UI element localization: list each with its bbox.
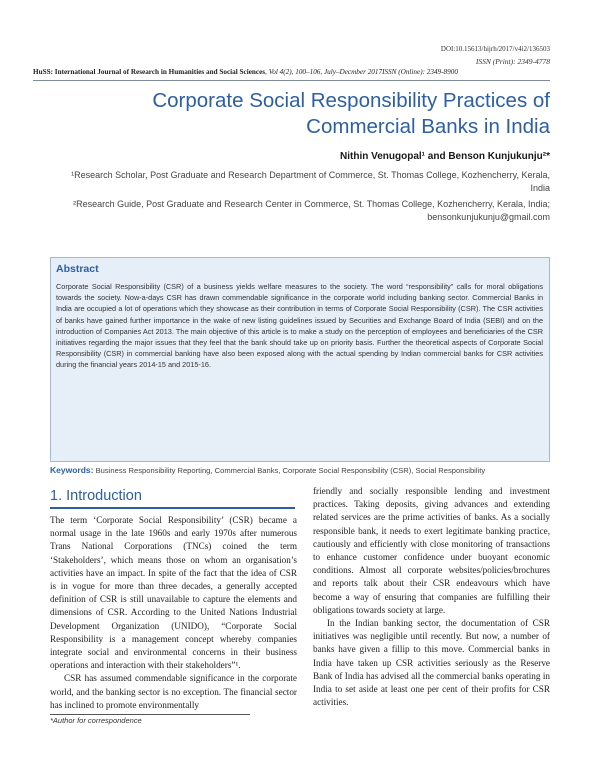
journal-details: Vol 4(2), 100–106, July–Decmber 2017ISSN (Online): 2349-8900 xyxy=(268,68,458,76)
journal-name: HuSS: International Journal of Research in Humanities and Social Sciences xyxy=(33,68,266,76)
journal-separator: , xyxy=(265,68,267,76)
footnote-author-correspondence: *Author for correspondence xyxy=(50,716,142,725)
body-paragraph: The term ‘Corporate Social Responsibility’ (CSR) became a normal usage in the late 1960s and early 1970s after numerous Trans National Corporations (TNCs) coined the term ‘Stakeholders’, which means those on whom an organisation’s activities have an impact. In spite of the fact that the idea of CSR is in vogue for more than three decades, a generally accepted definition of CSR is still unavailable to capture the elements and dimensions of CSR. According to the United Nations Industrial Development Organization (UNIDO), “Corporate Social Responsibility is a management concept whereby companies integrate social and environmental concerns in their business operations and interaction with their stakeholders”¹. xyxy=(50,515,297,671)
header-divider xyxy=(33,80,550,81)
article-title: Corporate Social Responsibility Practices of Commercial Banks in India xyxy=(152,89,550,138)
footnote-divider xyxy=(50,714,250,715)
body-right-column xyxy=(313,485,550,709)
section-title-underline xyxy=(50,507,295,509)
body-paragraph: In the Indian banking sector, the documentation of CSR initiatives was negligible until recently. But now, a number of banks have given a fillip to this move. Commercial banks in India have taken up CSR activities seriously as the Reserve Bank of India has advised all the commercial banks operating in India to set aside at least one per cent of their profits for CSR activities. xyxy=(313,618,550,708)
affiliation-1: ¹Research Scholar, Post Graduate and Research Department of Commerce, St. Thomas College, Kozhencherry, Kerala, India xyxy=(71,170,550,193)
issn-print: ISSN (Print): 2349-4778 xyxy=(475,57,550,66)
keywords-label: Keywords: xyxy=(50,465,94,475)
affiliation-2: ²Research Guide, Post Graduate and Research Center in Commerce, St. Thomas College, Kozhencherry, Kerala, India; bensonkunjukunju@gmail.com xyxy=(73,199,550,222)
keywords-line xyxy=(50,465,590,475)
body-paragraph: CSR has assumed commendable significance in the corporate world, and the banking sector is no exception. The financial sector has inclined to promote environmentally xyxy=(50,673,297,710)
section-title-introduction: 1. Introduction xyxy=(50,488,142,504)
article-authors: Nithin Venugopal¹ and Benson Kunjukunju²* xyxy=(340,151,550,162)
abstract-box xyxy=(50,257,550,462)
abstract-text: Corporate Social Responsibility (CSR) of a business yields welfare measures to the society. The word “responsibility” calls for moral obligations towards the society. Now-a-days CSR has drawn commendable significance in the corporate world including banking sector. Commercial Banks in India are occupied a lot of operations which they showcase as their contribution in terms of Corporate Social Responsibility (CSR). The CSR activities of banks have gained further importance in the wake of new listing guidelines issued by Securities and Exchange Board of India (SEBI) and on the introduction of Companies Act 2013. The main objective of this article is to make a study on the perception of employees and beneficiaries of the CSR initiatives regarding the major issues that they feel that the bank should take up on priority basis. Further the theoretical aspects of Corporate Social Responsibility (CSR) in commercial banking have also been exposed along with the actual spending by Indian commercial banks for CSR activities during the financial years 2014-15 and 2015-16. xyxy=(56,282,543,370)
doi-text: DOI:10.15613/hijrh/2017/v4i2/136503 xyxy=(440,45,550,53)
keywords-text: Business Responsibility Reporting, Commercial Banks, Corporate Social Responsibility (CSR), Social Responsibility xyxy=(95,466,486,475)
body-left-column xyxy=(50,514,297,712)
abstract-heading: Abstract xyxy=(56,263,99,275)
body-paragraph: friendly and socially responsible lending and investment practices. Taking deposits, giving advances and extending related services are the prime activities of banks. As a socially responsible bank, it needs to exert legitimate banking practice, cautiously and efficiently with close monitoring of transactions to enhance customer confidence under buoyant economic conditions. Almost all corporate websites/policies/brochures and reports talk about their CSR endeavours which have become a way of ensuring that companies are fulfilling their obligations towards society at large. xyxy=(313,486,550,615)
journal-citation-line xyxy=(33,68,550,76)
